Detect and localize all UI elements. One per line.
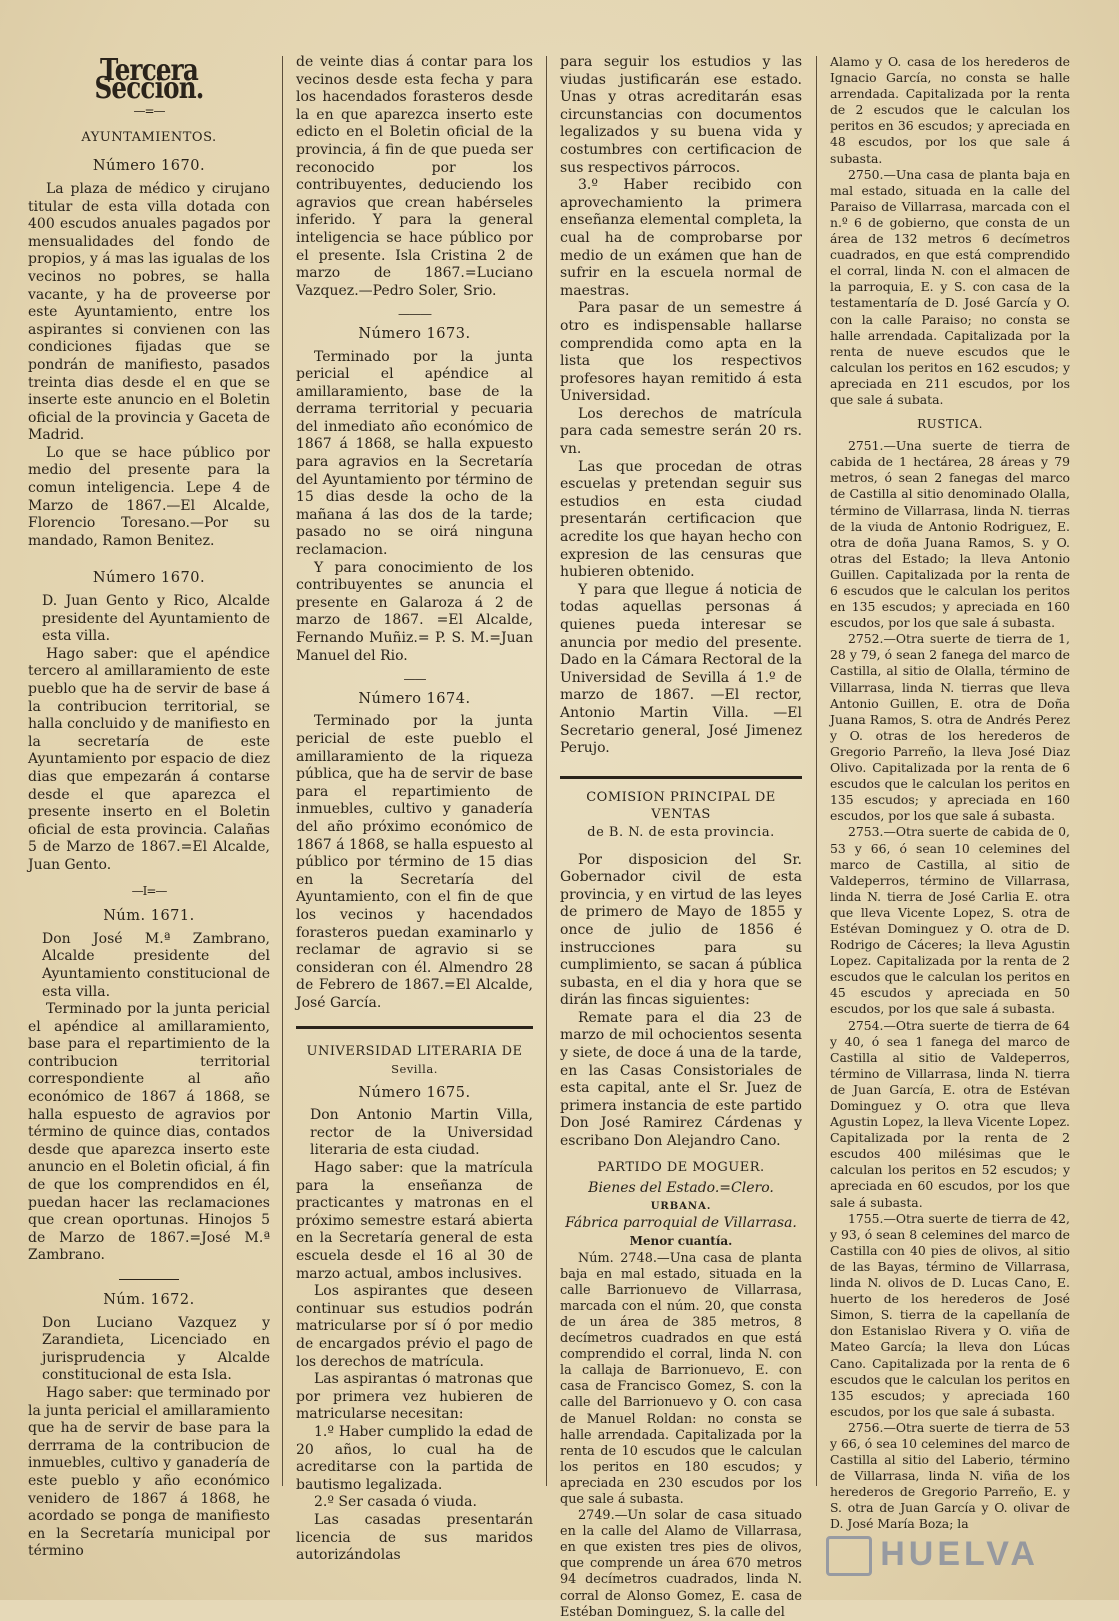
paragraph: 1.º Haber cumplido la edad de 20 años, lo cual ha de acreditarse con la partida de bautismo legalizada. bbox=[296, 1423, 533, 1493]
paragraph: Para pasar de un semestre á otro es indispensable hallarse comprendida como apta en la lista que los respectivos profesores hayan remitido á esta Universidad. bbox=[560, 300, 802, 405]
notice-number: Núm. 1671. bbox=[103, 908, 195, 925]
paragraph: Las que procedan de otras escuelas y pretendan seguir sus estudios en esta ciudad presentarán certificacion que acredite los que hayan hecho con expresion de las censuras que hubieren obtenido. bbox=[560, 458, 802, 581]
paragraph: Hago saber: que el apéndice tercero al amillaramiento de este pueblo que ha de servir de base á la contribucion territorial, se halla concluido y de manifiesto en la secretaría de este Ayuntamiento por espacio de diez dias que empezarán á contarse desde el que aparezca el presente inserto en el Boletin oficial de esta provincia. Calañas 5 de Marzo de 1867.=El Alcalde, Juan Gento. bbox=[28, 645, 270, 873]
column-1 bbox=[28, 54, 270, 1561]
notice-number: Número 1674. bbox=[358, 690, 471, 707]
column-2 bbox=[296, 54, 533, 1565]
paragraph: Por disposicion del Sr. Gobernador civil de esta provincia, y en virtud de las leyes de primero de Mayo de 1855 y once de julio de 1856 é instrucciones para su cumplimiento, se sacan á pública subasta, en el dia y hora que se dirán las fincas siguientes: bbox=[560, 851, 802, 1009]
divider bbox=[119, 1279, 179, 1280]
paragraph: 1755.—Otra suerte de tierra de 42, y 93, ó sean 8 celemines del marco de Castilla con 40 pies de olivos, al sitio de las Bayas, término de Villarrasa, linda N. olivos de D. Lucas Cano, E. huerto de los herederos de José Simon, S. tierra de la capellanía de don Estanislao Rivera y O. viña de Mateo García; la lleva don Lúcas Cano. Capitalizada por la renta de 6 escudos que le calculan los peritos en 135 escudos; y apreciada 160 escudos, por los que sale á subasta. bbox=[830, 1210, 1070, 1419]
notice-number: Número 1673. bbox=[358, 325, 471, 342]
logo-text: HUELVA bbox=[880, 1534, 1039, 1573]
property-type: RUSTICA. bbox=[917, 417, 983, 432]
section-divider bbox=[560, 776, 802, 779]
paragraph: 2749.—Un solar de casa situado en la calle del Alamo de Villarrasa, en que existen tres pies de olivos, que comprende un área 670 metros 94 decímetros cuadrados, linda N. corral de Alonso Gomez, E. casa de Estéban Dominguez, S. la calle del bbox=[560, 1508, 802, 1620]
ornament: —— bbox=[403, 672, 426, 687]
column-3 bbox=[560, 54, 802, 1621]
property-type: URBANA. bbox=[650, 1200, 712, 1212]
section-title: Tercera Seccion. bbox=[94, 53, 204, 106]
district-heading: PARTIDO DE MOGUER. bbox=[597, 1159, 765, 1175]
paragraph: 2756.—Otra suerte de tierra de 53 y 66, ó sea 10 celemines del marco de Castilla al sitio del Laberio, término de Villarrasa, linda N. viña de los herederos de Gregorio Parreño, E. y S. otra de Juan García y O. olivar de D. José María Boza; la bbox=[830, 1419, 1070, 1532]
paragraph: 2752.—Otra suerte de tierra de 1, 28 y 79, ó sean 2 fanega del marco de Castilla, al sitio de Olalla, término de Villarrasa, linda N. tierras que lleva Antonio Guillen, E. otra de Doña Juana Ramos, S. otra de Andrés Perez y O. otras de los herederos de Gregorio Parreño, la lleva José Diaz Olivo. Capitalizada por la renta de 6 escudos que le calculan los peritos en 135 escudos; y apreciada en 160 escudos, por los que sale á subasta. bbox=[830, 631, 1070, 824]
value-class: Menor cuantía. bbox=[629, 1234, 733, 1248]
paragraph: Los derechos de matrícula para cada semestre serán 20 rs. vn. bbox=[560, 405, 802, 458]
paragraph: para seguir los estudios y las viudas justificarán ese estado. Unas y otras acreditarán esas circunstancias con documentos legalizados y su buena vida y costumbres con certificacion de sus respectivos párrocos. bbox=[560, 54, 802, 176]
paragraph: 2750.—Una casa de planta baja en mal estado, situada en la calle del Paraiso de Villarrasa, marcada con el n.º 6 de gobierno, que consta de un área de 132 metros 6 decímetros cuadrados, en que está comprendido el corral, linda N. con el almacen de la parroquia, E. y S. con casa de la testamentaría de D. José García y O. con la calle Paraiso; no consta se halle arrendada. Capitalizada por la renta de nueve escudos que le calculan los peritos en 162 escudos; y apreciada en 211 escudos, por los que sale á subata. bbox=[830, 166, 1070, 407]
paragraph: Los aspirantes que deseen continuar sus estudios podrán matricularse por sí ó por medio de encargados prévio el pago de los derechos de matrícula. bbox=[296, 1283, 533, 1370]
paragraph: La plaza de médico y cirujano titular de esta villa dotada con 400 escudos anuales pagados por mensualidades del fondo de propios, y á mas las igualas de los vecinos no pobres, se halla vacante, y ha de proveerse por este Ayuntamiento, entre los aspirantes si convienen con las condiciones fijadas que se pondrán de manifiesto, pasados treinta dias desde el en que se inserte este anuncio en el Boletin oficial de la provincia y Gaceta de Madrid. bbox=[28, 180, 270, 444]
paragraph: 2751.—Una suerte de tierra de cabida de 1 hectárea, 28 áreas y 79 metros, ó sean 2 fanegas del marco de Castilla al sitio denominado Olalla, término de Villarrasa, linda N. tierras de la viuda de Antonio Rodriguez, E. otra de doña Juana Ramos, S. y O. otras del Estado; la lleva Antonio Guillen. Capitalizada por la renta de 6 escudos que le calculan los peritos en 135 escudos; y apreciada en 160 escudos, por los que sale á subasta. bbox=[830, 438, 1070, 631]
notice-number: Núm. 1672. bbox=[103, 1292, 195, 1308]
paragraph: Las casadas presentarán licencia de sus maridos autorizándolas bbox=[296, 1511, 533, 1564]
subsection-heading: AYUNTAMIENTOS. bbox=[81, 129, 217, 145]
paragraph: Don Luciano Vazquez y Zarandieta, Licenciado en jurisprudencia y Alcalde constitucional de esta Isla. bbox=[42, 1314, 270, 1384]
paragraph: de veinte dias á contar para los vecinos desde esta fecha y para los hacendados forasteros desde la en que aparezca inserto este edicto en el Boletin oficial de la provincia, á fin de que pueda ser reconocido por los contribuyentes, deduciendo los agravios que crean habérseles inferido. Y para la general inteligencia se hace público por el presente. Isla Cristina 2 de marzo de 1867.=Luciano Vazquez.—Pedro Soler, Srio. bbox=[296, 54, 533, 299]
notice-number: Número 1670. bbox=[92, 158, 206, 175]
paragraph: Lo que se hace público por medio del presente para la comun inteligencia. Lepe 4 de Marzo de 1867.—El Alcalde, Florencio Toresano.—Por su mandado, Ramon Benitez. bbox=[28, 444, 270, 549]
ornament: —=— bbox=[133, 104, 165, 119]
column-rule bbox=[816, 56, 817, 1486]
paragraph: 3.º Haber recibido con aprovechamiento la primera enseñanza elemental completa, la cual ha de comprobarse por medio de un exámen que han de sufrir en la escuela normal de maestras. bbox=[560, 177, 802, 299]
notice-number: Número 1675. bbox=[358, 1084, 471, 1101]
paragraph: Remate para el dia 23 de marzo de mil ochocientos sesenta y siete, de doce á una de la tarde, en las Casas Consistoriales de esta capital, ante el Sr. Juez de primera instancia de este partido Don José Ramirez Cárdenas y escribano Don Alejandro Cano. bbox=[560, 1009, 802, 1150]
paragraph: 2754.—Otra suerte de tierra de 64 y 40, ó sea 1 fanega del marco de Castilla al sitio de Valdeperros, término de Villarrasa, linda N. tierra de Juan García, E. otra de Estévan Dominguez y O. otra que lleva Agustin Lopez, la lleva Vicente Lopez. Capitalizada por la renta de 2 escudos 400 milésimas que le calculan los peritos en 52 escudos; y apreciada en 60 escudos, por los que sale á subasta. bbox=[830, 1017, 1070, 1210]
column-rule bbox=[546, 56, 547, 1486]
section-subheading: de B. N. de esta provincia. bbox=[587, 824, 775, 840]
shield-icon bbox=[826, 1536, 872, 1576]
paragraph: Terminado por la junta pericial de este pueblo el amillaramiento de la riqueza pública, que ha de servir de base para el repartimiento de inmuebles, cultivo y ganadería del año próximo económico de 1867 á 1868, se halla espuesto al público por término de 15 dias en la Secretaría del Ayuntamiento, con el fin de que los vecinos y hacendados forasteros puedan examinarlo y reclamar de agravio si se consideran con él. Almendro 28 de Febrero de 1867.=El Alcalde, José García. bbox=[296, 713, 533, 1011]
paragraph: Hago saber: que terminado por la junta pericial el amillaramiento que ha de servir de base para la derrrama de la contribucion de inmuebles, cultivo y ganadería de este pueblo y año económico venidero de 1867 á 1868, he acordado se ponga de manifiesto en la Secretaría municipal por término bbox=[28, 1384, 270, 1560]
ornament: —I=— bbox=[131, 883, 167, 898]
paragraph: Alamo y O. casa de los herederos de Ignacio García, no consta se halle arrendada. Capitalizada por la renta de 2 escudos que le calculan los peritos en 36 escudos; y apreciada en 48 escudos, por los que sale á subasta. bbox=[830, 54, 1070, 166]
section-subheading: Sevilla. bbox=[391, 1062, 438, 1077]
paragraph: Las aspirantas ó matronas que por primera vez hubieren de matricularse necesitan: bbox=[296, 1371, 533, 1423]
section-heading: COMISION PRINCIPAL DE VENTAS bbox=[586, 789, 776, 823]
paragraph: Y para conocimiento de los contribuyentes se anuncia el presente en Galaroza á 2 de marzo de 1867. =El Alcalde, Fernando Muñiz.= P. S. M.=Juan Manuel del Rio. bbox=[296, 559, 533, 664]
column-4 bbox=[830, 54, 1070, 1533]
column-rule bbox=[282, 56, 283, 1486]
paragraph: Don Antonio Martin Villa, rector de la Universidad literaria de esta ciudad. bbox=[310, 1107, 533, 1159]
ornament: ——— bbox=[398, 307, 431, 322]
property-owner: Fábrica parroquial de Villarrasa. bbox=[565, 1215, 797, 1232]
paragraph: Terminado por la junta pericial el apéndice al amillaramiento, base de la derrama territorial y pecuaria del inmediato año económico de 1867 á 1868, se halla expuesto para agravios en la Secretaría del Ayuntamiento por término de 15 dias desde la ocho de la mañana á las dos de la tarde; pasado no se oirá ninguna reclamacion. bbox=[296, 348, 533, 559]
paragraph: Terminado por la junta pericial el apéndice al amillaramiento, base para el repartimiento de la contribucion territorial correspondiente al año económico de 1867 á 1868, se halla espuesto de agravios por término de quince dias, contados desde que aparezca inserto este anuncio en el Boletin oficial, á fin de que los comprendidos en él, puedan hacer las reclamaciones que crean oportunas. Hinojos 5 de Marzo de 1867.=José M.ª Zambrano. bbox=[28, 1001, 270, 1264]
section-heading: UNIVERSIDAD LITERARIA DE bbox=[306, 1044, 523, 1060]
paragraph: Y para que llegue á noticia de todas aquellas personas á quienes pueda interesar se anuncia por medio del presente. Dado en la Cámara Rectoral de la Universidad de Sevilla á 1.º de marzo de 1867. —El rector, Antonio Martin Villa. —El Secretario general, José Jimenez Perujo. bbox=[560, 581, 802, 757]
paragraph: Hago saber: que la matrícula para la enseñanza de practicantes y matronas en el próximo semestre estará abierta en la Secretaría general de esta escuela desde el 16 al 30 de marzo actual, ambos inclusives. bbox=[296, 1160, 533, 1282]
paragraph: 2753.—Otra suerte de cabida de 0, 53 y 66, ó sean 10 celemines del marco de Castilla, al sitio de Valdeperros, término de Villarrasa, linda N. tierra de José Carlia E. otra que lleva Vicente Lopez, S. otra de Estévan Dominguez y O. otra de D. Rodrigo de Cáceres; la lleva Agustin Lopez. Capitalizada por la renta de 2 escudos que le calculan los peritos en 45 escudos y apreciada en 50 escudos, por los que sale á subasta. bbox=[830, 824, 1070, 1017]
paragraph: D. Juan Gento y Rico, Alcalde presidente del Ayuntamiento de esta villa. bbox=[42, 593, 270, 645]
property-category: Bienes del Estado.=Clero. bbox=[588, 1180, 774, 1197]
section-divider bbox=[296, 1026, 533, 1029]
notice-number: Número 1670. bbox=[92, 570, 206, 587]
watermark-logo bbox=[826, 1535, 1039, 1576]
paragraph: 2.º Ser casada ó viuda. bbox=[314, 1494, 477, 1511]
paragraph: Don José M.ª Zambrano, Alcalde presidente del Ayuntamiento constitucional de esta villa. bbox=[42, 930, 270, 1000]
paragraph: Núm. 2748.—Una casa de planta baja en mal estado, situada en la calle Barrionuevo de Villarrasa, marcada con el núm. 20, que consta de un área de 385 metros, 8 decímetros cuadrados en que está comprendido el corral, linda N. con la callaja de Barrionuevo, E. con casa de Francisco Gomez, S. con la calle del Barrionuevo y O. con casa de Manuel Roldan: no consta se halle arrendada. Capitalizada por la renta de 10 escudos que le calculan los peritos en 180 escudos; y apreciada en 230 escudos por los que sale á subasta. bbox=[560, 1250, 802, 1507]
